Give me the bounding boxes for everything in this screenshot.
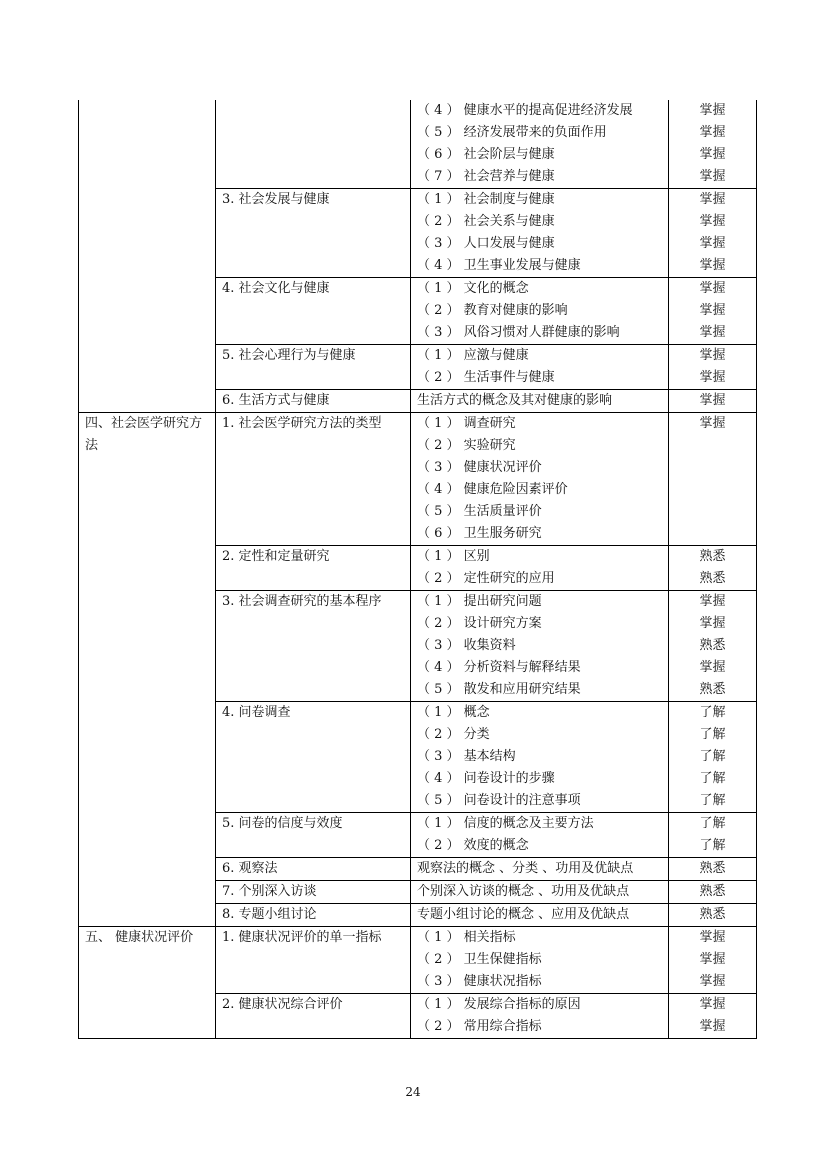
knowledge-point: （ 1 ） 发展综合指标的原因	[417, 997, 581, 1012]
knowledge-point: （ 1 ） 信度的概念及主要方法	[417, 816, 594, 831]
requirement-level: 了解	[699, 793, 726, 808]
knowledge-point: （ 2 ） 教育对健康的影响	[417, 303, 568, 318]
knowledge-point: （ 5 ） 生活质量评价	[417, 504, 542, 519]
requirement-cell	[669, 927, 757, 994]
points-cell	[411, 881, 669, 904]
knowledge-point: （ 3 ） 风俗习惯对人群健康的影响	[417, 325, 620, 340]
requirement-level: 掌握	[699, 214, 726, 229]
topic-cell	[216, 413, 411, 546]
unit-cell	[79, 927, 216, 1039]
knowledge-point: （ 2 ） 常用综合指标	[417, 1019, 542, 1034]
requirement-cell	[669, 100, 757, 189]
requirement-cell	[669, 345, 757, 390]
requirement-cell	[669, 813, 757, 858]
knowledge-point: （ 1 ） 调查研究	[417, 416, 516, 431]
knowledge-point: （ 1 ） 社会制度与健康	[417, 192, 555, 207]
requirement-cell	[669, 591, 757, 702]
points-cell	[411, 904, 669, 927]
topic-cell	[216, 100, 411, 189]
knowledge-point: （ 2 ） 设计研究方案	[417, 616, 542, 631]
knowledge-point: （ 3 ） 收集资料	[417, 638, 516, 653]
points-cell	[411, 546, 669, 591]
knowledge-point: （ 5 ） 散发和应用研究结果	[417, 682, 581, 697]
topic-cell	[216, 278, 411, 345]
topic-label: 8. 专题小组讨论	[222, 907, 317, 922]
table-row	[79, 100, 757, 189]
topic-cell	[216, 546, 411, 591]
requirement-level: 掌握	[699, 281, 726, 296]
requirement-level: 熟悉	[699, 571, 726, 586]
requirement-level: 掌握	[699, 393, 726, 408]
topic-cell	[216, 345, 411, 390]
requirement-level: 掌握	[699, 147, 726, 162]
requirement-cell	[669, 994, 757, 1039]
knowledge-point: （ 2 ） 效度的概念	[417, 838, 529, 853]
unit-label: 五、 健康状况评价	[85, 930, 194, 945]
knowledge-point: （ 3 ） 健康状况指标	[417, 974, 542, 989]
requirement-level: 了解	[699, 816, 726, 831]
requirement-cell	[669, 189, 757, 278]
requirement-cell	[669, 881, 757, 904]
points-cell	[411, 813, 669, 858]
knowledge-point: （ 6 ） 卫生服务研究	[417, 526, 542, 541]
topic-label: 3. 社会发展与健康	[222, 192, 330, 207]
knowledge-point: （ 5 ） 经济发展带来的负面作用	[417, 125, 607, 140]
requirement-level: 掌握	[699, 169, 726, 184]
topic-cell	[216, 881, 411, 904]
topic-label: 1. 社会医学研究方法的类型	[222, 416, 382, 431]
topic-cell	[216, 927, 411, 994]
syllabus-table-body	[79, 100, 757, 1039]
knowledge-point: （ 1 ） 概念	[417, 705, 490, 720]
requirement-cell	[669, 413, 757, 546]
requirement-level: 掌握	[699, 258, 726, 273]
requirement-level: 了解	[699, 838, 726, 853]
points-cell	[411, 278, 669, 345]
points-cell	[411, 189, 669, 278]
requirement-level: 了解	[699, 771, 726, 786]
topic-cell	[216, 390, 411, 413]
topic-cell	[216, 591, 411, 702]
knowledge-point: （ 1 ） 应激与健康	[417, 348, 529, 363]
points-cell	[411, 927, 669, 994]
knowledge-point: （ 3 ） 健康状况评价	[417, 460, 542, 475]
topic-label: 4. 问卷调查	[222, 705, 291, 720]
knowledge-point: 观察法的概念 、分类 、功用及优缺点	[417, 861, 634, 876]
topic-cell	[216, 702, 411, 813]
knowledge-point: （ 7 ） 社会营养与健康	[417, 169, 555, 184]
points-cell	[411, 413, 669, 546]
knowledge-point: （ 4 ） 问卷设计的步骤	[417, 771, 555, 786]
topic-cell	[216, 813, 411, 858]
topic-label: 5. 社会心理行为与健康	[222, 348, 356, 363]
knowledge-point: 专题小组讨论的概念 、应用及优缺点	[417, 907, 630, 922]
syllabus-table	[78, 100, 757, 1039]
knowledge-point: （ 2 ） 社会关系与健康	[417, 214, 555, 229]
requirement-level: 掌握	[699, 616, 726, 631]
page-number: 24	[405, 1085, 421, 1099]
knowledge-point: （ 2 ） 实验研究	[417, 438, 516, 453]
unit-cell	[79, 413, 216, 927]
points-cell	[411, 345, 669, 390]
requirement-level: 熟悉	[699, 884, 726, 899]
topic-cell	[216, 904, 411, 927]
points-cell	[411, 390, 669, 413]
requirement-level: 掌握	[699, 997, 726, 1012]
points-cell	[411, 100, 669, 189]
topic-label: 7. 个别深入访谈	[222, 884, 317, 899]
knowledge-point: （ 6 ） 社会阶层与健康	[417, 147, 555, 162]
topic-label: 5. 问卷的信度与效度	[222, 816, 343, 831]
knowledge-point: 生活方式的概念及其对健康的影响	[417, 393, 613, 408]
requirement-level: 掌握	[699, 660, 726, 675]
requirement-cell	[669, 278, 757, 345]
requirement-level: 掌握	[699, 974, 726, 989]
knowledge-point: （ 4 ） 健康水平的提高促进经济发展	[417, 103, 633, 118]
requirement-level: 掌握	[699, 125, 726, 140]
requirement-level: 熟悉	[699, 549, 726, 564]
topic-label: 1. 健康状况评价的单一指标	[222, 930, 382, 945]
topic-cell	[216, 858, 411, 881]
table-row	[79, 927, 757, 994]
knowledge-point: （ 2 ） 分类	[417, 727, 490, 742]
requirement-level: 了解	[699, 749, 726, 764]
requirement-level: 掌握	[699, 952, 726, 967]
requirement-level: 熟悉	[699, 861, 726, 876]
requirement-cell	[669, 858, 757, 881]
unit-label: 四、社会医学研究方法	[85, 416, 203, 453]
topic-cell	[216, 189, 411, 278]
knowledge-point: （ 3 ） 人口发展与健康	[417, 236, 555, 251]
topic-label: 2. 定性和定量研究	[222, 549, 330, 564]
requirement-level: 了解	[699, 705, 726, 720]
requirement-level: 熟悉	[699, 682, 726, 697]
requirement-level: 掌握	[699, 236, 726, 251]
requirement-level: 掌握	[699, 192, 726, 207]
requirement-cell	[669, 702, 757, 813]
requirement-cell	[669, 546, 757, 591]
topic-cell	[216, 994, 411, 1039]
requirement-level: 掌握	[699, 416, 726, 431]
requirement-cell	[669, 390, 757, 413]
knowledge-point: （ 4 ） 卫生事业发展与健康	[417, 258, 581, 273]
knowledge-point: （ 1 ） 提出研究问题	[417, 594, 542, 609]
knowledge-point: （ 5 ） 问卷设计的注意事项	[417, 793, 581, 808]
requirement-level: 掌握	[699, 325, 726, 340]
topic-label: 6. 生活方式与健康	[222, 393, 330, 408]
points-cell	[411, 858, 669, 881]
topic-label: 4. 社会文化与健康	[222, 281, 330, 296]
unit-cell	[79, 100, 216, 413]
knowledge-point: （ 4 ） 健康危险因素评价	[417, 482, 568, 497]
knowledge-point: （ 1 ） 相关指标	[417, 930, 516, 945]
requirement-level: 了解	[699, 727, 726, 742]
requirement-level: 掌握	[699, 303, 726, 318]
knowledge-point: （ 1 ） 文化的概念	[417, 281, 529, 296]
knowledge-point: 个别深入访谈的概念 、功用及优缺点	[417, 884, 630, 899]
knowledge-point: （ 3 ） 基本结构	[417, 749, 516, 764]
topic-label: 3. 社会调查研究的基本程序	[222, 594, 382, 609]
table-row	[79, 413, 757, 546]
knowledge-point: （ 1 ） 区别	[417, 549, 490, 564]
knowledge-point: （ 4 ） 分析资料与解释结果	[417, 660, 581, 675]
requirement-level: 掌握	[699, 103, 726, 118]
requirement-level: 熟悉	[699, 638, 726, 653]
knowledge-point: （ 2 ） 卫生保健指标	[417, 952, 542, 967]
knowledge-point: （ 2 ） 生活事件与健康	[417, 370, 555, 385]
requirement-level: 掌握	[699, 930, 726, 945]
requirement-level: 熟悉	[699, 907, 726, 922]
requirement-level: 掌握	[699, 594, 726, 609]
knowledge-point: （ 2 ） 定性研究的应用	[417, 571, 555, 586]
requirement-level: 掌握	[699, 1019, 726, 1034]
requirement-level: 掌握	[699, 370, 726, 385]
points-cell	[411, 702, 669, 813]
requirement-level: 掌握	[699, 348, 726, 363]
topic-label: 2. 健康状况综合评价	[222, 997, 343, 1012]
topic-label: 6. 观察法	[222, 861, 278, 876]
points-cell	[411, 591, 669, 702]
requirement-cell	[669, 904, 757, 927]
points-cell	[411, 994, 669, 1039]
